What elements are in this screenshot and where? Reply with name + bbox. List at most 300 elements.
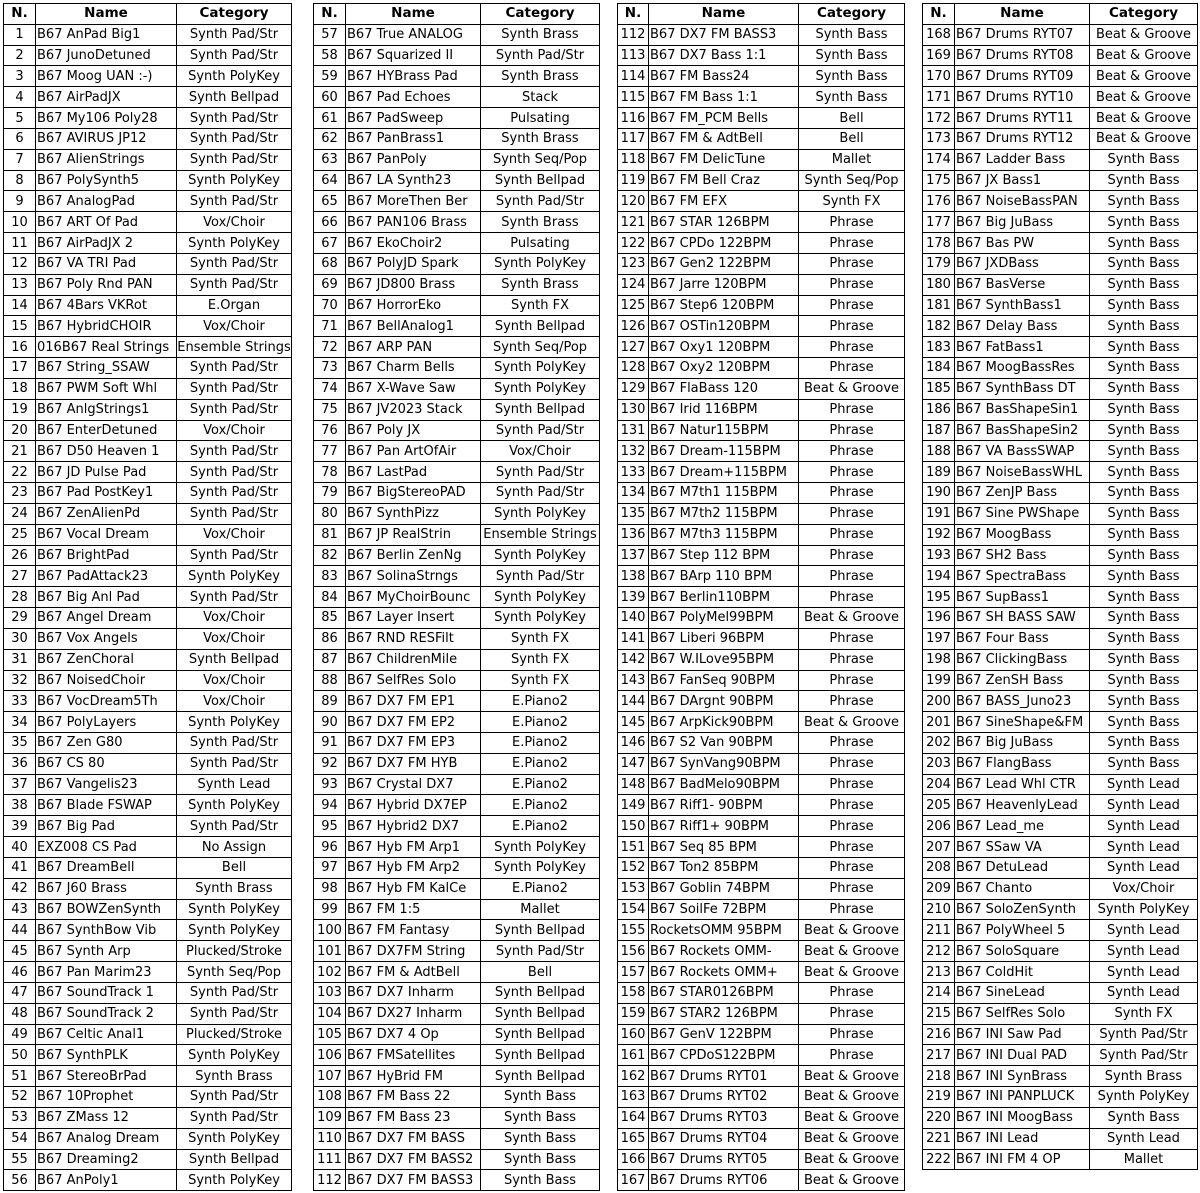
preset-name: B67 Hyb FM Arp1 bbox=[346, 837, 481, 858]
preset-name: B67 SoundTrack 2 bbox=[36, 1003, 177, 1024]
preset-number: 103 bbox=[314, 982, 346, 1003]
preset-number: 41 bbox=[4, 857, 36, 878]
table-row bbox=[618, 316, 905, 337]
table-row bbox=[618, 566, 905, 587]
preset-number: 40 bbox=[4, 837, 36, 858]
preset-category: Synth FX bbox=[799, 191, 905, 212]
preset-category: Synth Lead bbox=[1090, 774, 1198, 795]
preset-category: Synth FX bbox=[481, 295, 600, 316]
preset-number: 112 bbox=[314, 1170, 346, 1191]
preset-category: E.Piano2 bbox=[481, 878, 600, 899]
preset-category: Synth Bass bbox=[1090, 316, 1198, 337]
preset-number: 189 bbox=[923, 462, 955, 483]
preset-name: B67 AirPadJX 2 bbox=[36, 233, 177, 254]
preset-number: 147 bbox=[618, 753, 649, 774]
preset-number: 182 bbox=[923, 316, 955, 337]
preset-category: Synth Pad/Str bbox=[177, 128, 292, 149]
preset-name: B67 VA BassSWAP bbox=[955, 441, 1090, 462]
preset-name: B67 ZenSH Bass bbox=[955, 670, 1090, 691]
preset-category: Synth PolyKey bbox=[481, 837, 600, 858]
table-row bbox=[618, 649, 905, 670]
preset-name: B67 Angel Dream bbox=[36, 608, 177, 629]
preset-category: Phrase bbox=[799, 816, 905, 837]
preset-category: Bell bbox=[799, 108, 905, 129]
preset-category: Synth Seq/Pop bbox=[177, 962, 292, 983]
preset-name: B67 AnlgStrings1 bbox=[36, 399, 177, 420]
table-row bbox=[923, 545, 1198, 566]
table-row bbox=[4, 649, 292, 670]
preset-number: 45 bbox=[4, 941, 36, 962]
table-row bbox=[4, 253, 292, 274]
preset-number: 68 bbox=[314, 253, 346, 274]
preset-category: Synth Bass bbox=[1090, 691, 1198, 712]
preset-category: Synth Pad/Str bbox=[177, 274, 292, 295]
preset-name: B67 Vangelis23 bbox=[36, 774, 177, 795]
preset-number: 172 bbox=[923, 108, 955, 129]
table-row bbox=[314, 1003, 600, 1024]
preset-number: 132 bbox=[618, 441, 649, 462]
preset-category: Synth Brass bbox=[481, 274, 600, 295]
preset-name: B67 ARP PAN bbox=[346, 337, 481, 358]
preset-name: B67 FMSatellites bbox=[346, 1045, 481, 1066]
preset-number: 171 bbox=[923, 87, 955, 108]
preset-number: 183 bbox=[923, 337, 955, 358]
preset-name: B67 DX27 Inharm bbox=[346, 1003, 481, 1024]
table-row bbox=[923, 566, 1198, 587]
preset-category: Phrase bbox=[799, 691, 905, 712]
preset-number: 210 bbox=[923, 899, 955, 920]
preset-name: B67 JD Pulse Pad bbox=[36, 462, 177, 483]
table-row bbox=[314, 1024, 600, 1045]
table-row bbox=[618, 774, 905, 795]
table-row bbox=[923, 816, 1198, 837]
preset-name: B67 Big Pad bbox=[36, 816, 177, 837]
preset-number: 55 bbox=[4, 1149, 36, 1170]
preset-category: Vox/Choir bbox=[177, 608, 292, 629]
preset-number: 95 bbox=[314, 816, 346, 837]
preset-category: Synth Bass bbox=[1090, 712, 1198, 733]
preset-category: Synth Pad/Str bbox=[177, 149, 292, 170]
preset-category: Synth Lead bbox=[1090, 982, 1198, 1003]
table-row bbox=[618, 878, 905, 899]
preset-category: Beat & Groove bbox=[1090, 108, 1198, 129]
table-row bbox=[618, 149, 905, 170]
preset-name: B67 SoundTrack 1 bbox=[36, 982, 177, 1003]
table-row bbox=[4, 420, 292, 441]
preset-name: B67 PadSweep bbox=[346, 108, 481, 129]
preset-number: 120 bbox=[618, 191, 649, 212]
preset-category: Synth PolyKey bbox=[177, 899, 292, 920]
table-row bbox=[618, 420, 905, 441]
table-row bbox=[4, 982, 292, 1003]
preset-name: B67 Ton2 85BPM bbox=[649, 857, 799, 878]
preset-name: B67 Dreaming2 bbox=[36, 1149, 177, 1170]
preset-name: B67 JunoDetuned bbox=[36, 45, 177, 66]
preset-name: B67 PolyMel99BPM bbox=[649, 608, 799, 629]
preset-name: B67 Hybrid2 DX7 bbox=[346, 816, 481, 837]
table-row bbox=[4, 87, 292, 108]
table-row bbox=[4, 878, 292, 899]
preset-name: B67 AVIRUS JP12 bbox=[36, 128, 177, 149]
preset-name: B67 Moog UAN :-) bbox=[36, 66, 177, 87]
preset-number: 111 bbox=[314, 1149, 346, 1170]
table-row bbox=[4, 295, 292, 316]
table-row bbox=[618, 462, 905, 483]
preset-category: Synth Bass bbox=[1090, 253, 1198, 274]
preset-number: 72 bbox=[314, 337, 346, 358]
preset-name: B67 D50 Heaven 1 bbox=[36, 441, 177, 462]
preset-category: Bell bbox=[481, 962, 600, 983]
preset-number: 3 bbox=[4, 66, 36, 87]
preset-name: B67 Natur115BPM bbox=[649, 420, 799, 441]
preset-name: B67 Four Bass bbox=[955, 628, 1090, 649]
preset-category: Beat & Groove bbox=[799, 962, 905, 983]
preset-number: 139 bbox=[618, 587, 649, 608]
preset-name: B67 Seq 85 BPM bbox=[649, 837, 799, 858]
preset-number: 213 bbox=[923, 962, 955, 983]
preset-number: 144 bbox=[618, 691, 649, 712]
preset-number: 163 bbox=[618, 1087, 649, 1108]
preset-name: B67 DX7 Inharm bbox=[346, 982, 481, 1003]
table-row bbox=[923, 66, 1198, 87]
preset-category: Synth Bass bbox=[1090, 732, 1198, 753]
table-row bbox=[4, 45, 292, 66]
preset-number: 154 bbox=[618, 899, 649, 920]
table-row bbox=[618, 212, 905, 233]
table-row bbox=[923, 628, 1198, 649]
preset-name: B67 SynVang90BPM bbox=[649, 753, 799, 774]
preset-number: 169 bbox=[923, 45, 955, 66]
preset-name: B67 DX7 Bass 1:1 bbox=[649, 45, 799, 66]
preset-number: 77 bbox=[314, 441, 346, 462]
preset-category: Synth PolyKey bbox=[481, 545, 600, 566]
preset-category: Synth Bellpad bbox=[481, 1003, 600, 1024]
preset-category: Synth Bass bbox=[1090, 1107, 1198, 1128]
preset-name: B67 FM Bass 23 bbox=[346, 1107, 481, 1128]
table-row bbox=[314, 670, 600, 691]
table-row bbox=[618, 191, 905, 212]
preset-number: 165 bbox=[618, 1128, 649, 1149]
preset-category: Synth Bellpad bbox=[481, 920, 600, 941]
table-row bbox=[314, 233, 600, 254]
table-row bbox=[314, 170, 600, 191]
table-row bbox=[923, 774, 1198, 795]
preset-number: 44 bbox=[4, 920, 36, 941]
preset-number: 113 bbox=[618, 45, 649, 66]
preset-category: Phrase bbox=[799, 358, 905, 379]
preset-number: 28 bbox=[4, 587, 36, 608]
preset-name: B67 SoilFe 72BPM bbox=[649, 899, 799, 920]
preset-category: Synth Pad/Str bbox=[177, 483, 292, 504]
table-row bbox=[314, 732, 600, 753]
table-row bbox=[4, 795, 292, 816]
table-row bbox=[314, 1107, 600, 1128]
preset-name: B67 Oxy2 120BPM bbox=[649, 358, 799, 379]
preset-name: B67 GenV 122BPM bbox=[649, 1024, 799, 1045]
table-row bbox=[618, 399, 905, 420]
preset-category: Synth PolyKey bbox=[177, 795, 292, 816]
preset-category: Synth Bass bbox=[1090, 295, 1198, 316]
preset-category: E.Piano2 bbox=[481, 712, 600, 733]
table-row bbox=[314, 483, 600, 504]
table-row bbox=[923, 962, 1198, 983]
preset-name: B67 Drums RYT04 bbox=[649, 1128, 799, 1149]
table-row bbox=[314, 128, 600, 149]
table-row bbox=[923, 670, 1198, 691]
preset-number: 173 bbox=[923, 128, 955, 149]
preset-category: Vox/Choir bbox=[177, 524, 292, 545]
preset-category: Synth Pad/Str bbox=[481, 941, 600, 962]
preset-number: 17 bbox=[4, 358, 36, 379]
preset-name: B67 PolyJD Spark bbox=[346, 253, 481, 274]
preset-number: 123 bbox=[618, 253, 649, 274]
preset-name: B67 Drums RYT02 bbox=[649, 1087, 799, 1108]
number-header: N. bbox=[618, 4, 649, 25]
preset-name: B67 M7th2 115BPM bbox=[649, 503, 799, 524]
table-row bbox=[618, 170, 905, 191]
preset-table-4 bbox=[922, 3, 1198, 1170]
preset-category: Vox/Choir bbox=[177, 670, 292, 691]
preset-name: B67 FM Fantasy bbox=[346, 920, 481, 941]
preset-number: 32 bbox=[4, 670, 36, 691]
preset-name: B67 NoisedChoir bbox=[36, 670, 177, 691]
table-row bbox=[618, 712, 905, 733]
number-header: N. bbox=[923, 4, 955, 25]
preset-name: B67 Drums RYT11 bbox=[955, 108, 1090, 129]
table-row bbox=[618, 24, 905, 45]
preset-name: B67 Chanto bbox=[955, 878, 1090, 899]
preset-name: B67 DX7 FM BASS3 bbox=[346, 1170, 481, 1191]
preset-number: 73 bbox=[314, 358, 346, 379]
preset-category: Phrase bbox=[799, 732, 905, 753]
preset-category: Phrase bbox=[799, 420, 905, 441]
preset-category: Synth Bass bbox=[1090, 503, 1198, 524]
table-row bbox=[4, 1107, 292, 1128]
preset-name: B67 W.ILove95BPM bbox=[649, 649, 799, 670]
table-row bbox=[618, 295, 905, 316]
preset-category: Synth PolyKey bbox=[481, 587, 600, 608]
preset-category: Synth Bass bbox=[1090, 483, 1198, 504]
preset-number: 118 bbox=[618, 149, 649, 170]
table-row bbox=[618, 920, 905, 941]
preset-number: 88 bbox=[314, 670, 346, 691]
preset-name: B67 Poly Rnd PAN bbox=[36, 274, 177, 295]
preset-category: Synth Pad/Str bbox=[481, 462, 600, 483]
preset-category: Synth Pad/Str bbox=[481, 191, 600, 212]
table-row bbox=[314, 212, 600, 233]
preset-category: Synth Pad/Str bbox=[177, 253, 292, 274]
table-row bbox=[4, 399, 292, 420]
preset-category: Synth Pad/Str bbox=[177, 1107, 292, 1128]
preset-number: 82 bbox=[314, 545, 346, 566]
preset-number: 35 bbox=[4, 732, 36, 753]
table-row bbox=[923, 649, 1198, 670]
preset-name: B67 Goblin 74BPM bbox=[649, 878, 799, 899]
preset-category: Pulsating bbox=[481, 108, 600, 129]
preset-name: B67 ChildrenMile bbox=[346, 649, 481, 670]
table-row bbox=[4, 524, 292, 545]
table-row bbox=[4, 66, 292, 87]
preset-name: B67 Oxy1 120BPM bbox=[649, 337, 799, 358]
table-row bbox=[618, 628, 905, 649]
preset-name: B67 DX7 FM BASS bbox=[346, 1128, 481, 1149]
preset-category: Phrase bbox=[799, 899, 905, 920]
preset-number: 222 bbox=[923, 1149, 955, 1170]
preset-name: B67 ZenJP Bass bbox=[955, 483, 1090, 504]
table-row bbox=[4, 128, 292, 149]
preset-name: B67 FM 1:5 bbox=[346, 899, 481, 920]
preset-category: Synth PolyKey bbox=[177, 566, 292, 587]
preset-name: B67 Layer Insert bbox=[346, 608, 481, 629]
preset-number: 162 bbox=[618, 1066, 649, 1087]
preset-number: 137 bbox=[618, 545, 649, 566]
preset-category: Pulsating bbox=[481, 233, 600, 254]
table-row bbox=[4, 1066, 292, 1087]
preset-name: B67 PWM Soft Whl bbox=[36, 378, 177, 399]
preset-number: 217 bbox=[923, 1045, 955, 1066]
preset-number: 108 bbox=[314, 1087, 346, 1108]
preset-number: 7 bbox=[4, 149, 36, 170]
table-row bbox=[618, 1170, 905, 1191]
preset-category: Synth Bass bbox=[1090, 587, 1198, 608]
preset-category: Synth Pad/Str bbox=[177, 587, 292, 608]
preset-name: B67 Drums RYT12 bbox=[955, 128, 1090, 149]
preset-number: 102 bbox=[314, 962, 346, 983]
preset-number: 221 bbox=[923, 1128, 955, 1149]
table-row bbox=[4, 1045, 292, 1066]
preset-number: 158 bbox=[618, 982, 649, 1003]
preset-number: 105 bbox=[314, 1024, 346, 1045]
preset-number: 61 bbox=[314, 108, 346, 129]
table-row bbox=[923, 982, 1198, 1003]
preset-name: B67 ArpKick90BPM bbox=[649, 712, 799, 733]
preset-table-3 bbox=[617, 3, 905, 1191]
preset-number: 140 bbox=[618, 608, 649, 629]
preset-number: 135 bbox=[618, 503, 649, 524]
preset-name: B67 LA Synth23 bbox=[346, 170, 481, 191]
preset-name: B67 PolySynth5 bbox=[36, 170, 177, 191]
table-row bbox=[314, 337, 600, 358]
preset-name: B67 VA TRI Pad bbox=[36, 253, 177, 274]
preset-category: Synth Pad/Str bbox=[177, 108, 292, 129]
preset-name: B67 Lead_me bbox=[955, 816, 1090, 837]
preset-name: B67 S2 Van 90BPM bbox=[649, 732, 799, 753]
table-row bbox=[923, 441, 1198, 462]
preset-name: B67 INI Dual PAD bbox=[955, 1045, 1090, 1066]
preset-category: Vox/Choir bbox=[177, 212, 292, 233]
preset-category: Synth Bass bbox=[1090, 566, 1198, 587]
preset-name: B67 MoreThen Ber bbox=[346, 191, 481, 212]
preset-name: B67 INI PANPLUCK bbox=[955, 1087, 1090, 1108]
preset-number: 93 bbox=[314, 774, 346, 795]
preset-number: 16 bbox=[4, 337, 36, 358]
preset-name: B67 FM Bell Craz bbox=[649, 170, 799, 191]
preset-category: E.Piano2 bbox=[481, 691, 600, 712]
preset-number: 18 bbox=[4, 378, 36, 399]
preset-name: B67 RND RESFilt bbox=[346, 628, 481, 649]
preset-name: B67 BASS_Juno23 bbox=[955, 691, 1090, 712]
preset-number: 211 bbox=[923, 920, 955, 941]
table-row bbox=[618, 503, 905, 524]
preset-category: E.Piano2 bbox=[481, 753, 600, 774]
preset-category: Beat & Groove bbox=[799, 1066, 905, 1087]
table-row bbox=[618, 753, 905, 774]
preset-category: Plucked/Stroke bbox=[177, 941, 292, 962]
table-row bbox=[4, 670, 292, 691]
preset-number: 193 bbox=[923, 545, 955, 566]
preset-category: Synth Bellpad bbox=[481, 982, 600, 1003]
preset-category: Synth Pad/Str bbox=[177, 24, 292, 45]
table-row bbox=[4, 24, 292, 45]
preset-number: 37 bbox=[4, 774, 36, 795]
header-row bbox=[4, 4, 292, 25]
preset-number: 126 bbox=[618, 316, 649, 337]
preset-number: 81 bbox=[314, 524, 346, 545]
preset-category: Synth PolyKey bbox=[177, 1128, 292, 1149]
preset-category: Phrase bbox=[799, 1024, 905, 1045]
preset-number: 30 bbox=[4, 628, 36, 649]
preset-name: B67 BadMelo90BPM bbox=[649, 774, 799, 795]
table-row bbox=[4, 1024, 292, 1045]
table-row bbox=[618, 962, 905, 983]
preset-number: 150 bbox=[618, 816, 649, 837]
preset-name: B67 Drums RYT09 bbox=[955, 66, 1090, 87]
preset-name: B67 Hyb FM Arp2 bbox=[346, 857, 481, 878]
preset-number: 185 bbox=[923, 378, 955, 399]
preset-number: 175 bbox=[923, 170, 955, 191]
preset-number: 143 bbox=[618, 670, 649, 691]
preset-category: Synth Bass bbox=[481, 1170, 600, 1191]
table-row bbox=[4, 608, 292, 629]
preset-name: B67 STAR0126BPM bbox=[649, 982, 799, 1003]
table-row bbox=[314, 316, 600, 337]
preset-category: Beat & Groove bbox=[799, 1128, 905, 1149]
table-row bbox=[4, 566, 292, 587]
preset-name: B67 AnalogPad bbox=[36, 191, 177, 212]
preset-category: Vox/Choir bbox=[177, 628, 292, 649]
preset-name: B67 Riff1+ 90BPM bbox=[649, 816, 799, 837]
preset-category: Beat & Groove bbox=[799, 1107, 905, 1128]
preset-number: 76 bbox=[314, 420, 346, 441]
preset-category: Synth PolyKey bbox=[481, 503, 600, 524]
header-row bbox=[618, 4, 905, 25]
table-row bbox=[618, 1128, 905, 1149]
preset-category: Synth FX bbox=[1090, 1003, 1198, 1024]
preset-category: Synth Pad/Str bbox=[177, 441, 292, 462]
table-row bbox=[618, 545, 905, 566]
preset-category: Synth Pad/Str bbox=[177, 399, 292, 420]
preset-name: B67 Berlin ZenNg bbox=[346, 545, 481, 566]
preset-name: B67 FM Bass 1:1 bbox=[649, 87, 799, 108]
preset-number: 195 bbox=[923, 587, 955, 608]
table-row bbox=[923, 108, 1198, 129]
preset-category: Synth PolyKey bbox=[1090, 1087, 1198, 1108]
preset-number: 66 bbox=[314, 212, 346, 233]
preset-category: Beat & Groove bbox=[799, 920, 905, 941]
table-row bbox=[314, 587, 600, 608]
preset-table-2 bbox=[313, 3, 600, 1191]
table-row bbox=[923, 1128, 1198, 1149]
preset-name: B67 Drums RYT05 bbox=[649, 1149, 799, 1170]
preset-category: Synth Bass bbox=[481, 1128, 600, 1149]
table-row bbox=[314, 66, 600, 87]
table-row bbox=[923, 899, 1198, 920]
preset-name: B67 Ladder Bass bbox=[955, 149, 1090, 170]
preset-number: 201 bbox=[923, 712, 955, 733]
table-row bbox=[314, 441, 600, 462]
preset-number: 11 bbox=[4, 233, 36, 254]
preset-name: B67 DX7 FM EP3 bbox=[346, 732, 481, 753]
